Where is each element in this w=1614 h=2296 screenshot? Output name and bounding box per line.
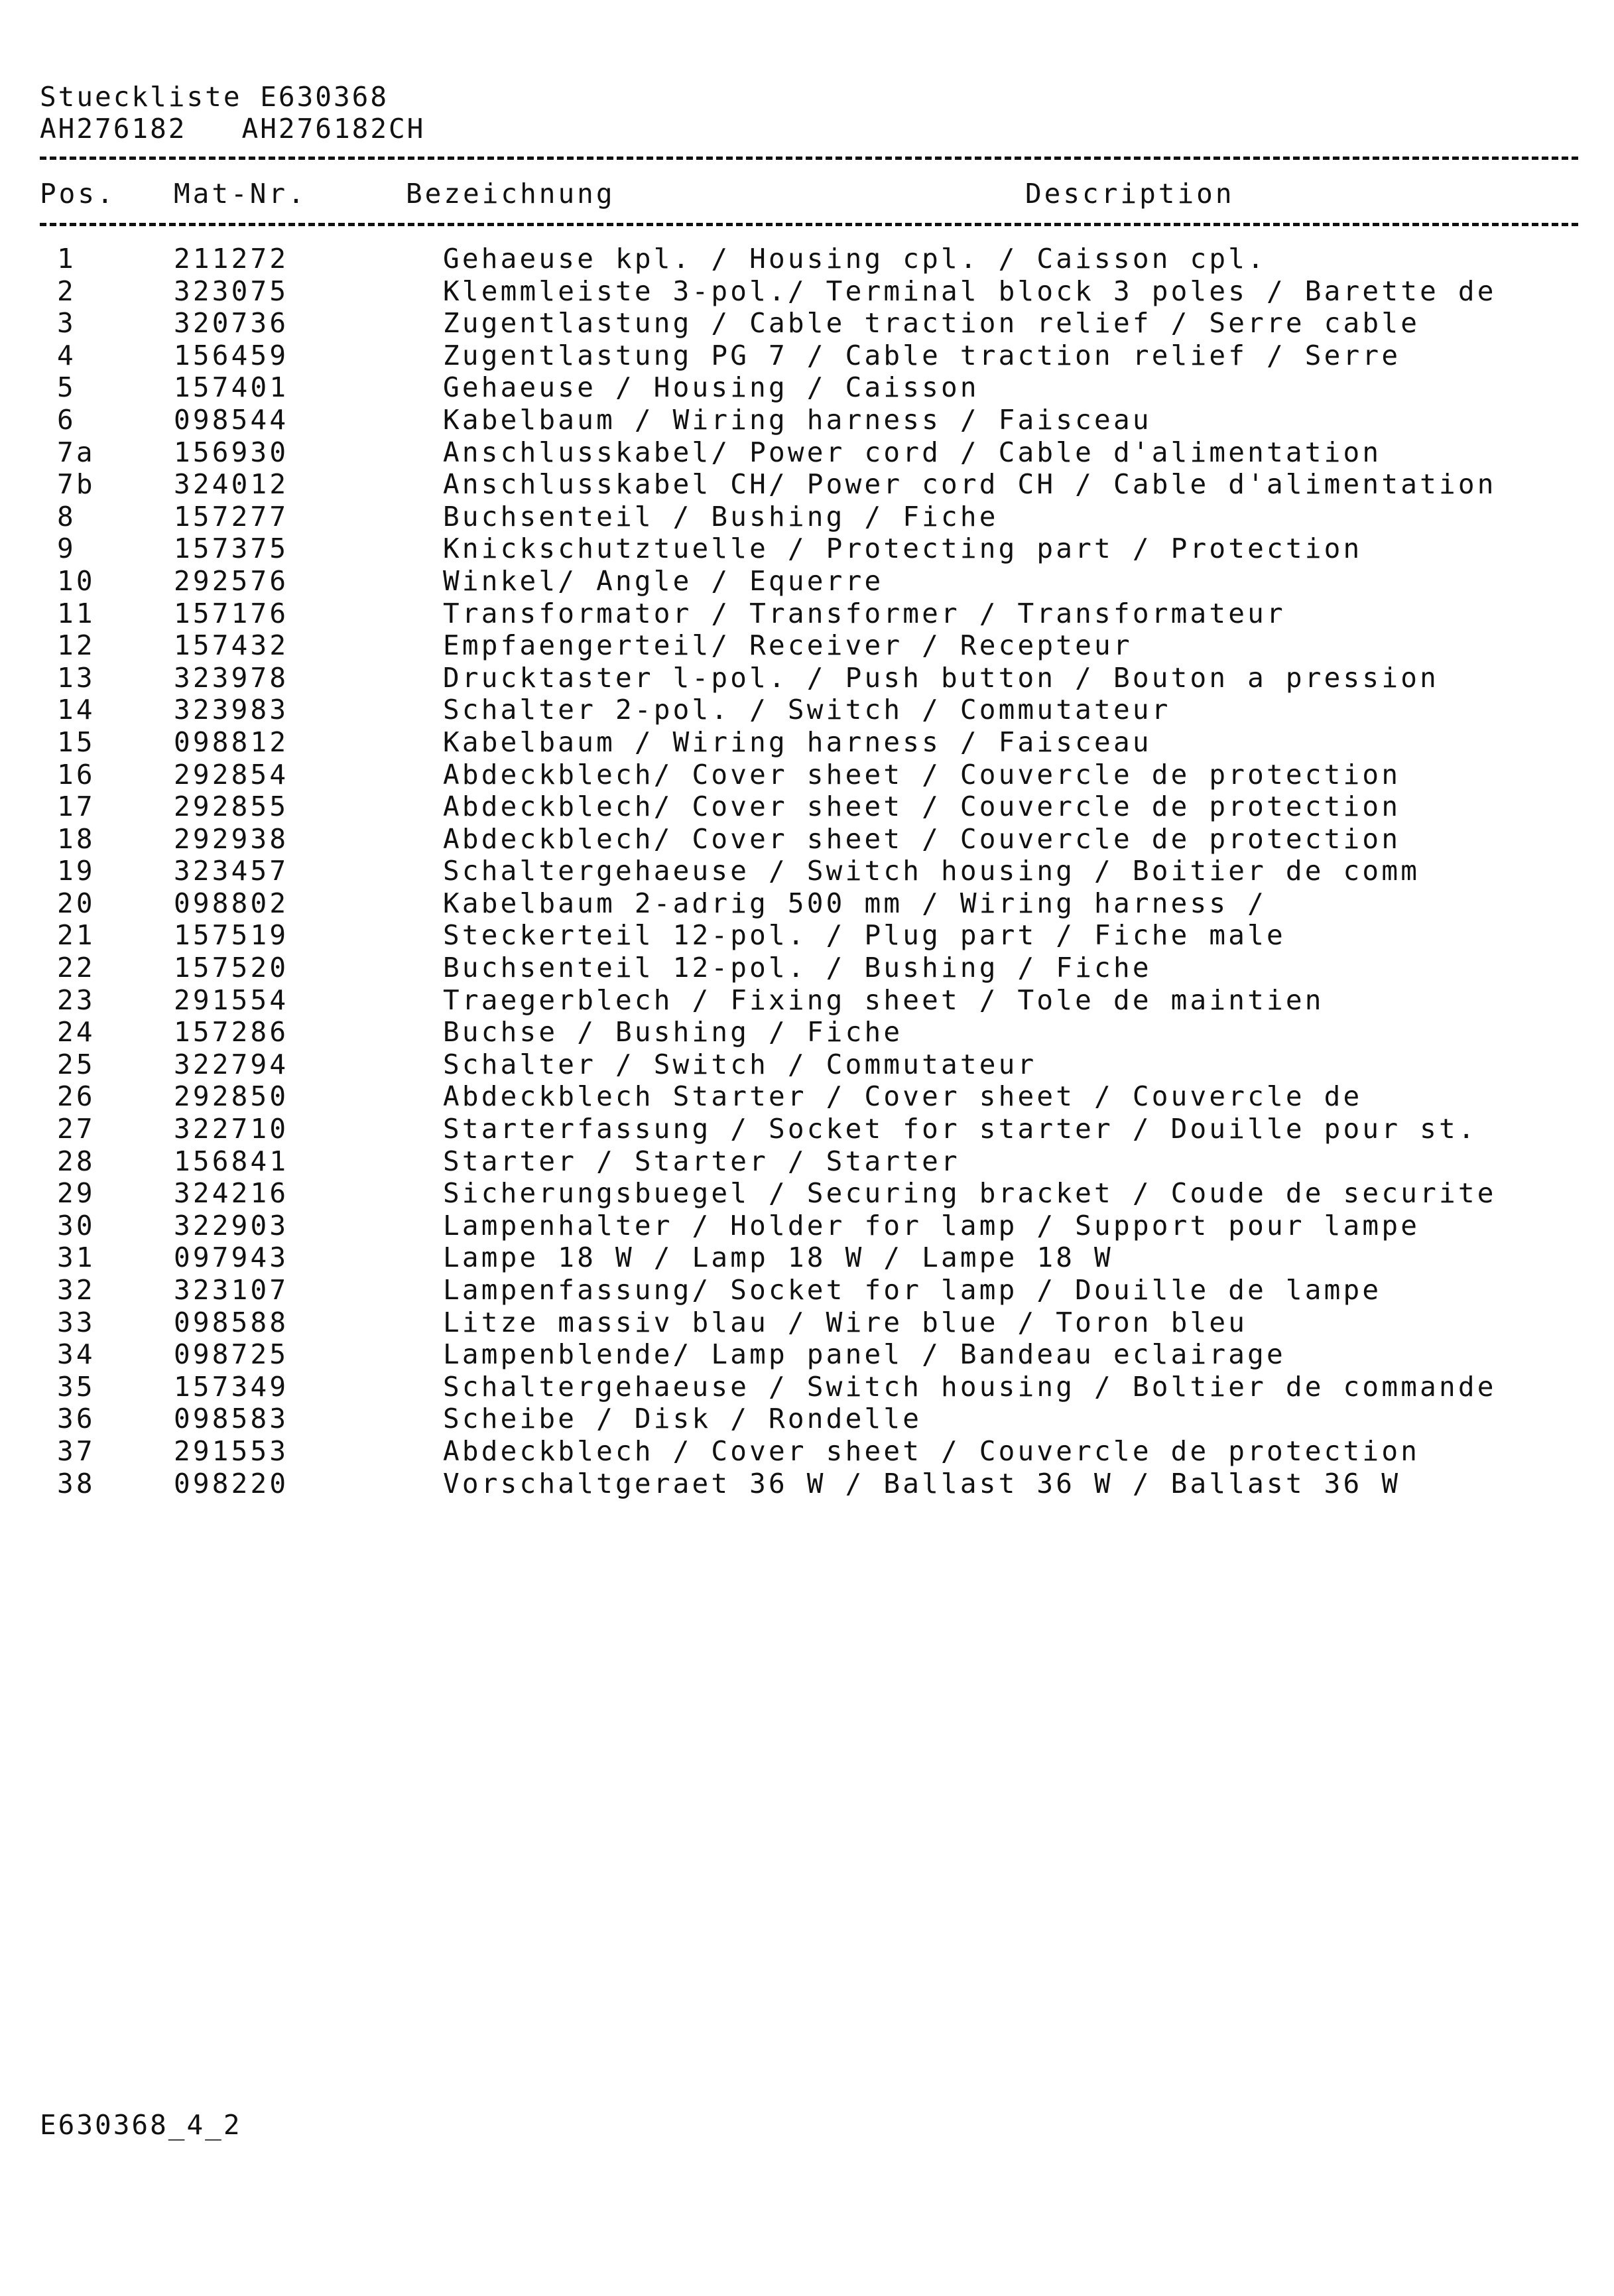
parts-table-body bbox=[0, 243, 1614, 1499]
row-material-number: 157375 bbox=[174, 533, 289, 565]
row-material-number: 098588 bbox=[174, 1306, 289, 1338]
row-description: Anschlusskabel/ Power cord / Cable d'alimentation bbox=[443, 436, 1382, 468]
row-material-number: 157277 bbox=[174, 500, 289, 533]
row-material-number: 098583 bbox=[174, 1403, 289, 1435]
row-description: Kabelbaum 2-adrig 500 mm / Wiring harness / bbox=[443, 887, 1267, 919]
row-material-number: 292855 bbox=[174, 791, 289, 823]
row-position: 38 bbox=[57, 1467, 95, 1499]
column-header-mat-nr: Mat-Nr. bbox=[174, 178, 307, 210]
row-material-number: 097943 bbox=[174, 1242, 289, 1274]
column-header-pos: Pos. bbox=[40, 178, 116, 210]
row-description: Buchse / Bushing / Fiche bbox=[443, 1016, 903, 1049]
table-row bbox=[0, 662, 1614, 694]
row-material-number: 322903 bbox=[174, 1209, 289, 1242]
row-material-number: 324012 bbox=[174, 468, 289, 501]
table-row bbox=[0, 1435, 1614, 1468]
row-description: Traegerblech / Fixing sheet / Tole de maintien bbox=[443, 984, 1324, 1016]
dashed-rule-top bbox=[40, 157, 1578, 160]
table-row bbox=[0, 1338, 1614, 1371]
row-material-number: 157401 bbox=[174, 371, 289, 404]
row-position: 26 bbox=[57, 1080, 95, 1113]
table-row bbox=[0, 726, 1614, 759]
row-material-number: 292850 bbox=[174, 1080, 289, 1113]
row-position: 10 bbox=[57, 564, 95, 597]
row-description: Vorschaltgeraet 36 W / Ballast 36 W / Ballast 36 W bbox=[443, 1467, 1401, 1499]
row-position: 6 bbox=[57, 403, 76, 436]
row-description: Schalter 2-pol. / Switch / Commutateur bbox=[443, 694, 1171, 726]
row-position: 3 bbox=[57, 307, 76, 340]
table-row bbox=[0, 243, 1614, 275]
row-description: Litze massiv blau / Wire blue / Toron bleu bbox=[443, 1306, 1248, 1338]
row-material-number: 098220 bbox=[174, 1467, 289, 1499]
row-description: Lampe 18 W / Lamp 18 W / Lampe 18 W bbox=[443, 1242, 1113, 1274]
row-material-number: 322710 bbox=[174, 1113, 289, 1145]
row-material-number: 157349 bbox=[174, 1370, 289, 1403]
row-material-number: 323107 bbox=[174, 1274, 289, 1306]
table-row bbox=[0, 340, 1614, 372]
row-description: Steckerteil 12-pol. / Plug part / Fiche male bbox=[443, 919, 1286, 952]
row-description: Klemmleiste 3-pol./ Terminal block 3 poles / Barette de bbox=[443, 275, 1497, 307]
table-row bbox=[0, 823, 1614, 856]
row-position: 25 bbox=[57, 1048, 95, 1080]
row-position: 30 bbox=[57, 1209, 95, 1242]
table-row bbox=[0, 1145, 1614, 1178]
row-description: Knickschutztuelle / Protecting part / Protection bbox=[443, 533, 1363, 565]
row-position: 2 bbox=[57, 275, 76, 307]
table-row bbox=[0, 887, 1614, 920]
row-description: Scheibe / Disk / Rondelle bbox=[443, 1403, 922, 1435]
table-row bbox=[0, 533, 1614, 565]
row-position: 37 bbox=[57, 1435, 95, 1467]
table-row bbox=[0, 1049, 1614, 1081]
table-row bbox=[0, 984, 1614, 1017]
row-position: 17 bbox=[57, 791, 95, 823]
row-position: 9 bbox=[57, 533, 76, 565]
column-header-description: Description bbox=[1025, 178, 1235, 210]
dashed-rule-header bbox=[40, 223, 1578, 226]
table-row bbox=[0, 436, 1614, 469]
row-position: 31 bbox=[57, 1242, 95, 1274]
row-position: 20 bbox=[57, 887, 95, 919]
table-row bbox=[0, 1016, 1614, 1049]
row-description: Starter / Starter / Starter bbox=[443, 1145, 960, 1177]
row-material-number: 291553 bbox=[174, 1435, 289, 1467]
row-description: Drucktaster l-pol. / Push button / Bouton a pression bbox=[443, 661, 1439, 694]
row-description: Sicherungsbuegel / Securing bracket / Coude de securite bbox=[443, 1177, 1497, 1210]
row-material-number: 098812 bbox=[174, 726, 289, 758]
row-position: 18 bbox=[57, 822, 95, 855]
table-row bbox=[0, 1307, 1614, 1339]
row-description: Abdeckblech/ Cover sheet / Couvercle de protection bbox=[443, 822, 1401, 855]
model-numbers: AH276182 AH276182CH bbox=[40, 113, 426, 145]
row-position: 29 bbox=[57, 1177, 95, 1210]
row-position: 34 bbox=[57, 1338, 95, 1371]
row-material-number: 320736 bbox=[174, 307, 289, 340]
row-position: 7a bbox=[57, 436, 95, 468]
row-description: Kabelbaum / Wiring harness / Faisceau bbox=[443, 403, 1152, 436]
document-title: Stueckliste E630368 bbox=[40, 81, 389, 113]
row-description: Abdeckblech/ Cover sheet / Couvercle de protection bbox=[443, 758, 1401, 791]
table-row bbox=[0, 307, 1614, 340]
row-description: Winkel/ Angle / Equerre bbox=[443, 564, 884, 597]
column-header-bezeichnung: Bezeichnung bbox=[406, 178, 615, 210]
row-material-number: 098544 bbox=[174, 403, 289, 436]
table-row bbox=[0, 694, 1614, 726]
row-position: 15 bbox=[57, 726, 95, 758]
row-position: 22 bbox=[57, 952, 95, 984]
row-material-number: 323978 bbox=[174, 661, 289, 694]
row-position: 33 bbox=[57, 1306, 95, 1338]
row-material-number: 211272 bbox=[174, 243, 289, 275]
row-material-number: 323457 bbox=[174, 855, 289, 887]
row-position: 19 bbox=[57, 855, 95, 887]
row-material-number: 322794 bbox=[174, 1048, 289, 1080]
row-description: Transformator / Transformer / Transformateur bbox=[443, 597, 1286, 629]
row-position: 7b bbox=[57, 468, 95, 501]
table-row bbox=[0, 501, 1614, 533]
table-row bbox=[0, 371, 1614, 404]
row-material-number: 292576 bbox=[174, 564, 289, 597]
row-description: Gehaeuse / Housing / Caisson bbox=[443, 371, 979, 404]
row-material-number: 156841 bbox=[174, 1145, 289, 1177]
row-description: Abdeckblech Starter / Cover sheet / Couvercle de bbox=[443, 1080, 1363, 1113]
table-row bbox=[0, 565, 1614, 598]
row-material-number: 292938 bbox=[174, 822, 289, 855]
table-row bbox=[0, 1080, 1614, 1113]
table-row bbox=[0, 952, 1614, 984]
row-position: 28 bbox=[57, 1145, 95, 1177]
row-description: Lampenblende/ Lamp panel / Bandeau eclairage bbox=[443, 1338, 1286, 1371]
row-description: Lampenfassung/ Socket for lamp / Douille de lampe bbox=[443, 1274, 1382, 1306]
table-row bbox=[0, 1177, 1614, 1210]
row-position: 1 bbox=[57, 243, 76, 275]
table-row bbox=[0, 404, 1614, 436]
row-material-number: 157432 bbox=[174, 629, 289, 662]
table-row bbox=[0, 275, 1614, 308]
row-material-number: 324216 bbox=[174, 1177, 289, 1210]
row-description: Schaltergehaeuse / Switch housing / Boitier de comm bbox=[443, 855, 1420, 887]
row-position: 27 bbox=[57, 1113, 95, 1145]
row-material-number: 157286 bbox=[174, 1016, 289, 1049]
table-row bbox=[0, 1242, 1614, 1274]
row-description: Buchsenteil 12-pol. / Bushing / Fiche bbox=[443, 952, 1152, 984]
row-description: Zugentlastung / Cable traction relief / Serre cable bbox=[443, 307, 1420, 340]
table-row bbox=[0, 791, 1614, 823]
row-position: 21 bbox=[57, 919, 95, 952]
row-description: Kabelbaum / Wiring harness / Faisceau bbox=[443, 726, 1152, 758]
row-description: Empfaengerteil/ Receiver / Recepteur bbox=[443, 629, 1133, 662]
row-position: 13 bbox=[57, 661, 95, 694]
row-material-number: 098802 bbox=[174, 887, 289, 919]
row-description: Zugentlastung PG 7 / Cable traction relief / Serre bbox=[443, 339, 1401, 371]
row-position: 36 bbox=[57, 1403, 95, 1435]
row-position: 11 bbox=[57, 597, 95, 629]
row-description: Buchsenteil / Bushing / Fiche bbox=[443, 500, 999, 533]
row-material-number: 098725 bbox=[174, 1338, 289, 1371]
row-material-number: 157519 bbox=[174, 919, 289, 952]
table-row bbox=[0, 629, 1614, 662]
row-position: 14 bbox=[57, 694, 95, 726]
row-description: Abdeckblech / Cover sheet / Couvercle de protection bbox=[443, 1435, 1420, 1467]
row-description: Schalter / Switch / Commutateur bbox=[443, 1048, 1037, 1080]
row-position: 8 bbox=[57, 500, 76, 533]
table-row bbox=[0, 468, 1614, 501]
row-description: Starterfassung / Socket for starter / Douille pour st. bbox=[443, 1113, 1477, 1145]
table-row bbox=[0, 1403, 1614, 1435]
row-material-number: 156930 bbox=[174, 436, 289, 468]
table-row bbox=[0, 598, 1614, 630]
table-row bbox=[0, 1113, 1614, 1145]
row-material-number: 157176 bbox=[174, 597, 289, 629]
row-position: 5 bbox=[57, 371, 76, 404]
row-material-number: 323075 bbox=[174, 275, 289, 307]
row-material-number: 323983 bbox=[174, 694, 289, 726]
row-material-number: 156459 bbox=[174, 339, 289, 371]
row-description: Gehaeuse kpl. / Housing cpl. / Caisson cpl. bbox=[443, 243, 1267, 275]
document-footer-id: E630368_4_2 bbox=[40, 2109, 242, 2141]
row-position: 35 bbox=[57, 1370, 95, 1403]
row-description: Anschlusskabel CH/ Power cord CH / Cable d'alimentation bbox=[443, 468, 1497, 501]
table-row bbox=[0, 1274, 1614, 1307]
row-position: 24 bbox=[57, 1016, 95, 1049]
row-material-number: 157520 bbox=[174, 952, 289, 984]
table-row bbox=[0, 1468, 1614, 1500]
table-row bbox=[0, 855, 1614, 887]
row-position: 4 bbox=[57, 339, 76, 371]
row-position: 23 bbox=[57, 984, 95, 1016]
row-description: Abdeckblech/ Cover sheet / Couvercle de protection bbox=[443, 791, 1401, 823]
table-row bbox=[0, 1371, 1614, 1403]
row-position: 12 bbox=[57, 629, 95, 662]
row-position: 16 bbox=[57, 758, 95, 791]
row-material-number: 291554 bbox=[174, 984, 289, 1016]
table-row bbox=[0, 1210, 1614, 1242]
row-position: 32 bbox=[57, 1274, 95, 1306]
row-material-number: 292854 bbox=[174, 758, 289, 791]
table-row bbox=[0, 919, 1614, 952]
row-description: Lampenhalter / Holder for lamp / Support pour lampe bbox=[443, 1209, 1420, 1242]
row-description: Schaltergehaeuse / Switch housing / Boltier de commande bbox=[443, 1370, 1497, 1403]
table-row bbox=[0, 759, 1614, 791]
